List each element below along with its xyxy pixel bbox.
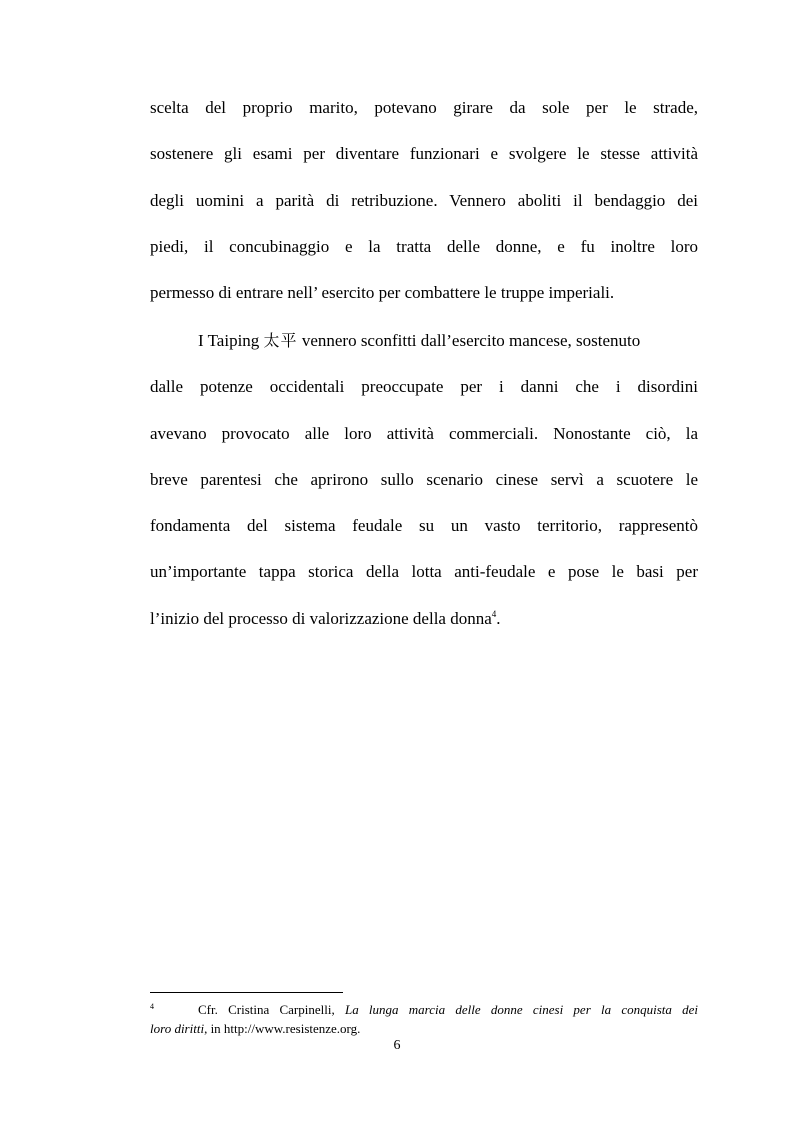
text-line: scelta del proprio marito, potevano girare da sole per le strade,	[150, 98, 698, 117]
text-line: piedi, il concubinaggio e la tratta delle donne, e fu inoltre loro	[150, 236, 698, 256]
text-line: un’importante tappa storica della lotta anti-feudale e pose le basi per	[150, 562, 698, 582]
last-line-text: l’inizio del processo di valorizzazione della donna	[150, 608, 492, 628]
paragraph-1	[150, 85, 698, 316]
taiping-label: I Taiping	[198, 331, 260, 350]
last-line-end: .	[496, 608, 501, 628]
text-line	[150, 318, 698, 364]
text-line: degli uomini a parità di retribuzione. Vennero aboliti il bendaggio dei	[150, 190, 698, 210]
text-line: permesso di entrare nell’ esercito per combattere le truppe imperiali.	[150, 283, 615, 303]
footnote-title: La lunga marcia delle donne cinesi per la conquista dei	[344, 1002, 698, 1017]
footnote-citation: Cfr. Cristina Carpinelli,	[198, 1002, 335, 1017]
text-line: fondamenta del sistema feudale su un vasto territorio, rappresentò	[150, 516, 698, 536]
line-continuation: vennero sconfitti dall’esercito mancese, sostenuto	[301, 331, 641, 350]
paragraph-2	[150, 318, 698, 642]
text-line: dalle potenze occidentali preoccupate per i danni che i disordini	[150, 377, 698, 397]
footnote-reference[interactable]: 4	[491, 608, 497, 619]
footnote-line	[150, 1000, 698, 1019]
footnote	[150, 1000, 698, 1038]
page-number: 6	[393, 1038, 401, 1053]
footnote-title-continued: loro diritti	[150, 1021, 205, 1036]
chinese-term: 太平	[263, 331, 298, 350]
text-line: breve parentesi che aprirono sullo scenario cinese servì a scuotere le	[150, 469, 698, 489]
footnote-separator	[150, 992, 343, 993]
footnote-source: , in http://www.resistenze.org.	[204, 1021, 361, 1036]
text-line: sostenere gli esami per diventare funzionari e svolgere le stesse attività	[150, 144, 698, 164]
text-line	[150, 596, 698, 642]
text-line: avevano provocato alle loro attività commerciali. Nonostante ciò, la	[150, 423, 698, 443]
footnote-number: 4	[150, 1002, 154, 1011]
